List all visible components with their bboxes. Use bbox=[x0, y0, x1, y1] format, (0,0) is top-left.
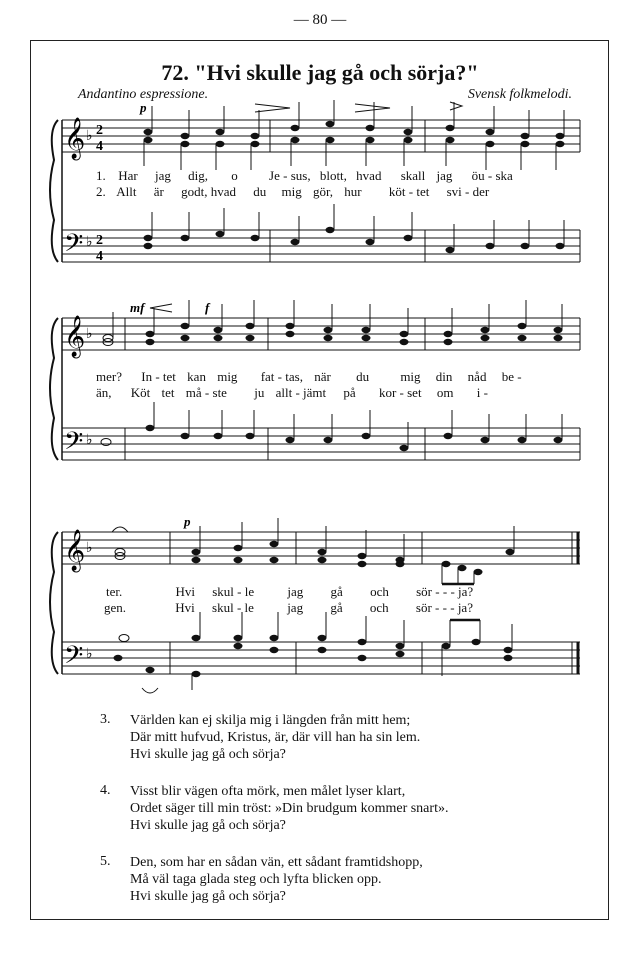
lyric-syllable: 1. bbox=[96, 168, 106, 183]
lyric-syllable: ja? bbox=[457, 600, 473, 615]
stanza-line: Ordet säger till min tröst: »Din brudgum kommer snart». bbox=[130, 801, 449, 816]
lyric-syllable: du bbox=[253, 184, 267, 199]
lyric-syllable: på bbox=[343, 385, 356, 400]
lyric-syllable: sus, bbox=[290, 168, 311, 183]
lyric-syllable: ja? bbox=[458, 584, 474, 599]
svg-text:♭: ♭ bbox=[86, 129, 93, 144]
svg-text:4: 4 bbox=[96, 139, 103, 154]
svg-text:♭: ♭ bbox=[86, 433, 93, 448]
page-number: — 80 — bbox=[293, 12, 347, 28]
stanza-lines bbox=[130, 712, 420, 763]
svg-text:𝄢: 𝄢 bbox=[64, 229, 84, 264]
lyric-syllable: - bbox=[236, 600, 242, 615]
lyric-syllable: - bbox=[442, 584, 448, 599]
lyric-syllable: ska bbox=[495, 168, 513, 183]
lyric-syllable: än, bbox=[96, 385, 112, 400]
svg-text:4: 4 bbox=[96, 249, 103, 264]
hymn-title-text: "Hvi skulle jag gå och sörja?" bbox=[194, 60, 479, 85]
dynamic-p: p bbox=[140, 100, 147, 115]
stanza-number: 3. bbox=[100, 712, 111, 727]
lyric-syllable: är bbox=[153, 184, 164, 199]
lyric-syllable: - bbox=[435, 600, 440, 615]
lyric-syllable: - bbox=[487, 168, 493, 183]
lyric-syllable: ste bbox=[212, 385, 227, 400]
lyric-syllable: Hvi bbox=[175, 600, 195, 615]
lyric-syllable: mig bbox=[281, 184, 302, 199]
lyric-syllable: köt bbox=[388, 184, 406, 199]
lyric-syllable: ter. bbox=[106, 584, 123, 599]
lyric-syllable: 2. bbox=[96, 184, 106, 199]
lyric-syllable: jag bbox=[287, 584, 304, 599]
stanza-line: Hvi skulle jag gå och sörja? bbox=[130, 818, 286, 833]
tempo-marking: Andantino espressione. bbox=[78, 87, 209, 102]
lyric-syllable: der bbox=[472, 184, 490, 199]
dynamic-f: f bbox=[205, 300, 210, 315]
stanza-lines bbox=[130, 854, 423, 905]
stanza-3 bbox=[100, 712, 570, 763]
lyric-syllable: allt bbox=[275, 385, 293, 400]
lyric-syllable: din bbox=[435, 369, 453, 384]
lyric-syllable: skall bbox=[400, 168, 426, 183]
lyric-syllable: och bbox=[369, 600, 389, 615]
svg-text:2: 2 bbox=[96, 123, 103, 138]
lyric-syllable: kor bbox=[378, 385, 397, 400]
melody-source: Svensk folkmelodi. bbox=[467, 87, 572, 102]
lyric-syllable: hvad bbox=[210, 184, 236, 199]
lyric-syllable: - bbox=[399, 385, 404, 400]
stanza-line: Den, som har en sådan vän, ett sådant framtidshopp, bbox=[130, 855, 423, 870]
stanza-5 bbox=[100, 854, 570, 905]
hymn-number: 72. bbox=[161, 60, 189, 85]
lyric-syllable: - bbox=[465, 184, 470, 199]
lyric-syllable: gå bbox=[330, 600, 343, 615]
svg-text:♭: ♭ bbox=[86, 235, 93, 250]
stanza-number: 5. bbox=[100, 854, 111, 869]
svg-text:♭: ♭ bbox=[86, 327, 93, 342]
lyric-syllable: blott, bbox=[319, 168, 347, 183]
lyric-syllable: jag bbox=[436, 168, 453, 183]
lyric-syllable: tet bbox=[162, 369, 176, 384]
lyrics-verse1-system1 bbox=[96, 168, 513, 184]
lyric-syllable: tet bbox=[161, 385, 175, 400]
lyric-syllable: jag bbox=[287, 600, 304, 615]
lyric-syllable: be bbox=[501, 369, 514, 384]
svg-text:𝄞: 𝄞 bbox=[64, 118, 86, 159]
lyric-syllable: gå bbox=[330, 584, 343, 599]
lyric-syllable: Allt bbox=[116, 184, 137, 199]
lyric-syllable: skul bbox=[212, 600, 234, 615]
lyric-syllable: hvad bbox=[356, 168, 382, 183]
lyric-syllable: - bbox=[237, 584, 242, 599]
lyric-syllable: mig bbox=[217, 369, 238, 384]
lyric-syllable: sör bbox=[415, 600, 432, 615]
additional-stanzas bbox=[100, 712, 570, 925]
stanza-line: Må väl taga glada steg och lyfta blicken opp. bbox=[130, 872, 382, 887]
lyric-syllable: hur bbox=[344, 184, 362, 199]
stanza-line: Hvi skulle jag gå och sörja? bbox=[130, 889, 286, 904]
stanza-line: Där mitt hufvud, Kristus, är, där vill han ha sin lem. bbox=[130, 730, 421, 745]
lyric-syllable: dig, bbox=[188, 168, 209, 183]
lyric-syllable: - bbox=[517, 369, 522, 384]
lyric-syllable: le bbox=[244, 584, 255, 599]
lyric-syllable: sör bbox=[416, 584, 432, 599]
lyric-syllable: jämt bbox=[303, 385, 327, 400]
lyric-syllable: - bbox=[442, 600, 447, 615]
lyric-syllable: - bbox=[408, 184, 414, 199]
lyric-syllable: ju bbox=[254, 385, 265, 400]
svg-text:𝄢: 𝄢 bbox=[64, 641, 84, 676]
lyric-syllable: Köt bbox=[130, 385, 151, 400]
svg-text:𝄞: 𝄞 bbox=[64, 316, 86, 357]
lyric-syllable: set bbox=[407, 385, 422, 400]
lyric-syllable: skul bbox=[212, 584, 234, 599]
lyric-syllable: nåd bbox=[467, 369, 487, 384]
lyric-syllable: kan bbox=[187, 369, 206, 384]
lyric-syllable: Je bbox=[269, 168, 280, 183]
lyric-syllable: och bbox=[370, 584, 389, 599]
lyric-syllable: - bbox=[283, 168, 288, 183]
lyric-syllable: tas, bbox=[285, 369, 303, 384]
lyric-syllable: jag bbox=[155, 168, 171, 183]
lyric-syllable: In bbox=[141, 369, 153, 384]
hymn-title bbox=[0, 60, 640, 86]
lyric-syllable: - bbox=[155, 369, 160, 384]
lyric-syllable: godt, bbox=[181, 184, 208, 199]
lyrics-verse2-system1 bbox=[96, 184, 489, 200]
lyrics-verse1-system3 bbox=[106, 584, 473, 600]
lyric-syllable: Har bbox=[118, 168, 138, 183]
svg-text:♭: ♭ bbox=[86, 541, 93, 556]
lyric-syllable: Hvi bbox=[175, 584, 195, 599]
lyrics-verse1-system2 bbox=[96, 369, 522, 385]
lyric-syllable: öu bbox=[471, 168, 485, 183]
svg-text:𝄢: 𝄢 bbox=[64, 427, 84, 462]
lyric-syllable: o bbox=[231, 168, 238, 183]
lyric-syllable: mig bbox=[400, 369, 421, 384]
stanza-lines bbox=[130, 783, 448, 834]
lyric-syllable: - bbox=[204, 385, 210, 400]
lyric-syllable: du bbox=[356, 369, 370, 384]
lyric-syllable: när bbox=[314, 369, 331, 384]
stanza-line: Visst blir vägen ofta mörk, men målet lyser klart, bbox=[130, 784, 406, 799]
lyric-syllable: - bbox=[277, 369, 282, 384]
lyric-syllable: gen. bbox=[104, 600, 127, 615]
lyric-syllable: mer? bbox=[96, 369, 122, 384]
lyrics-verse2-system3 bbox=[104, 600, 473, 616]
lyrics-verse2-system2 bbox=[96, 385, 488, 401]
dynamic-mf: mf bbox=[130, 300, 145, 315]
lyric-syllable: - bbox=[483, 385, 488, 400]
stanza-line: Hvi skulle jag gå och sörja? bbox=[130, 747, 286, 762]
lyric-syllable: - bbox=[295, 385, 300, 400]
lyric-syllable: - bbox=[450, 600, 455, 615]
lyric-syllable: le bbox=[244, 600, 254, 615]
stanza-4 bbox=[100, 783, 570, 834]
lyric-syllable: - bbox=[450, 584, 455, 599]
lyric-syllable: gör, bbox=[312, 184, 334, 199]
lyric-syllable: - bbox=[435, 584, 440, 599]
stanza-line: Världen kan ej skilja mig i längden från mitt hem; bbox=[130, 713, 411, 728]
lyric-syllable: i bbox=[476, 385, 481, 400]
svg-text:𝄞: 𝄞 bbox=[64, 530, 86, 571]
stanza-number: 4. bbox=[100, 783, 111, 798]
dynamic-p: p bbox=[184, 514, 191, 529]
lyric-syllable: om bbox=[436, 385, 454, 400]
lyric-syllable: svi bbox=[446, 184, 462, 199]
lyric-syllable: fat bbox=[260, 369, 275, 384]
svg-text:♭: ♭ bbox=[86, 647, 93, 662]
svg-text:2: 2 bbox=[96, 233, 103, 248]
lyric-syllable: tet bbox=[416, 184, 430, 199]
lyric-syllable: må bbox=[185, 385, 202, 400]
